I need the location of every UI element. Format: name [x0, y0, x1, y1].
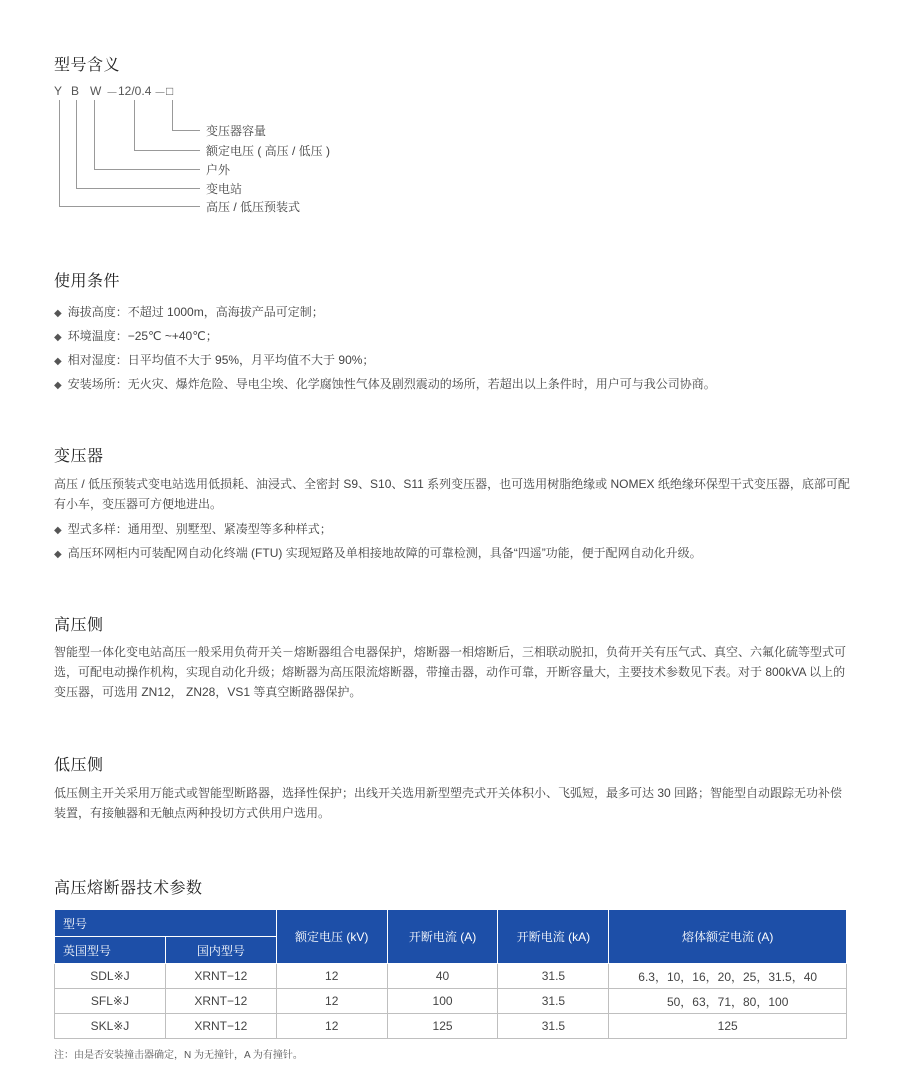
- diamond-icon: ◆: [54, 356, 62, 367]
- model-code-sep1: －: [106, 86, 119, 100]
- cell-breaking-a: 40: [387, 964, 498, 989]
- cell-melt-current: 6.3，10，16，20，25，31.5，40: [609, 964, 847, 989]
- table-row: [55, 964, 847, 989]
- header-breaking-ka: 开断电流 (kA): [498, 910, 609, 964]
- transformer-paragraph: 高压 / 低压预装式变电站选用低损耗、油浸式、全密封 S9、S10、S11 系列变压器，也可选用树脂绝缘或 NOMEX 纸绝缘环保型干式变压器，底部可配有小车，变压器可方便地进出。: [54, 477, 850, 511]
- model-label-substation: 变电站: [206, 182, 243, 196]
- transformer-item: [54, 520, 332, 537]
- conditions-item-text: 安装场所：无火灾、爆炸危险、导电尘埃、化学腐蚀性气体及剧烈震动的场所，若超出以上条件时，用户可与我公司协商。: [67, 377, 716, 391]
- transformer-section-title: 变压器: [54, 448, 104, 465]
- cell-breaking-ka: 31.5: [498, 964, 609, 989]
- cell-voltage: 12: [276, 964, 387, 989]
- model-line-prefab-v: [59, 100, 60, 206]
- diamond-icon: ◆: [54, 308, 62, 319]
- cell-voltage: 12: [276, 989, 387, 1014]
- header-model: 型号: [55, 910, 277, 937]
- hv-section-title: 高压侧: [54, 617, 104, 634]
- header-breaking-a: 开断电流 (A): [387, 910, 498, 964]
- model-code-box: □: [166, 84, 174, 98]
- diamond-icon: ◆: [54, 332, 62, 343]
- header-cn-model: 国内型号: [165, 937, 276, 964]
- cell-cn-model: XRNT−12: [165, 989, 276, 1014]
- conditions-item-text: 海拔高度：不超过 1000m，高海拔产品可定制；: [67, 305, 324, 319]
- cell-melt-current: 50，63，71，80，100: [609, 989, 847, 1014]
- fuse-spec-table: [54, 909, 847, 1039]
- header-melt-current: 熔体额定电流 (A): [609, 910, 847, 964]
- cell-en-model: SFL※J: [55, 989, 166, 1014]
- cell-cn-model: XRNT−12: [165, 964, 276, 989]
- model-code-y: Y: [54, 84, 63, 98]
- model-line-substation-v: [76, 100, 77, 188]
- diamond-icon: ◆: [54, 525, 62, 536]
- lv-paragraph: 低压侧主开关采用万能式或智能型断路器，选择性保护；出线开关选用新型塑壳式开关体积小、飞弧短，最多可达 30 回路；智能型自动跟踪无功补偿装置，有接触器和无触点两种投切方式供用户选用。: [54, 786, 843, 820]
- model-label-outdoor: 户外: [206, 163, 231, 177]
- conditions-item: [54, 375, 716, 392]
- model-line-voltage-v: [134, 100, 135, 150]
- cell-cn-model: XRNT−12: [165, 1014, 276, 1039]
- model-line-capacity-v: [172, 100, 173, 130]
- diamond-icon: ◆: [54, 380, 62, 391]
- table-row: [55, 1014, 847, 1039]
- model-code-rating: 12/0.4: [118, 84, 152, 98]
- conditions-item: [54, 303, 324, 320]
- model-line-substation-h: [76, 188, 200, 189]
- cell-breaking-ka: 31.5: [498, 989, 609, 1014]
- table-footnote: 注：由是否安装撞击器确定，N 为无撞针，A 为有撞针。: [54, 1050, 303, 1061]
- cell-melt-current: 125: [609, 1014, 847, 1039]
- diamond-icon: ◆: [54, 549, 62, 560]
- model-label-capacity: 变压器容量: [206, 124, 267, 138]
- model-line-outdoor-h: [94, 169, 200, 170]
- cell-en-model: SDL※J: [55, 964, 166, 989]
- conditions-section-title: 使用条件: [54, 273, 121, 290]
- table-row: [55, 989, 847, 1014]
- model-line-outdoor-v: [94, 100, 95, 169]
- transformer-item-text: 高压环网柜内可装配网自动化终端 (FTU) 实现短路及单相接地故障的可靠检测，具备“四遥”功能，便于配网自动化升级。: [67, 546, 702, 560]
- model-section-title: 型号含义: [54, 57, 121, 74]
- cell-breaking-ka: 31.5: [498, 1014, 609, 1039]
- transformer-item: [54, 544, 702, 561]
- model-line-voltage-h: [134, 150, 200, 151]
- model-code-sep2: －: [154, 86, 167, 100]
- model-line-prefab-h: [59, 206, 200, 207]
- conditions-item: [54, 327, 218, 344]
- model-label-prefab: 高压 / 低压预装式: [206, 200, 301, 214]
- conditions-item-text: 环境温度：−25℃ ~+40℃；: [67, 329, 218, 343]
- model-line-capacity-h: [172, 130, 200, 131]
- model-code-w: W: [90, 84, 102, 98]
- fuse-section-title: 高压熔断器技术参数: [54, 880, 203, 897]
- hv-paragraph: 智能型一体化变电站高压一般采用负荷开关－熔断器组合电器保护，熔断器一相熔断后，三相联动脱扣，负荷开关有压气式、真空、六氟化硫等型式可选，可配电动操作机构，实现自动化升级；熔断器为高压限流熔断器，带撞击器，动作可靠，开断容量大，主要技术参数见下表。对于 800kVA 以上的变压器，可选用 ZN12， ZN28，VS1 等真空断路器保护。: [54, 645, 847, 699]
- header-en-model: 英国型号: [55, 937, 166, 964]
- transformer-item-text: 型式多样：通用型、别墅型、紧凑型等多种样式；: [67, 522, 332, 536]
- model-label-voltage: 额定电压 ( 高压 / 低压 ): [206, 144, 330, 158]
- conditions-item: [54, 351, 374, 368]
- header-voltage: 额定电压 (kV): [276, 910, 387, 964]
- cell-breaking-a: 125: [387, 1014, 498, 1039]
- model-code-b: B: [71, 84, 80, 98]
- lv-section-title: 低压侧: [54, 757, 104, 774]
- cell-voltage: 12: [276, 1014, 387, 1039]
- cell-en-model: SKL※J: [55, 1014, 166, 1039]
- conditions-item-text: 相对湿度：日平均值不大于 95%，月平均值不大于 90%；: [67, 353, 375, 367]
- cell-breaking-a: 100: [387, 989, 498, 1014]
